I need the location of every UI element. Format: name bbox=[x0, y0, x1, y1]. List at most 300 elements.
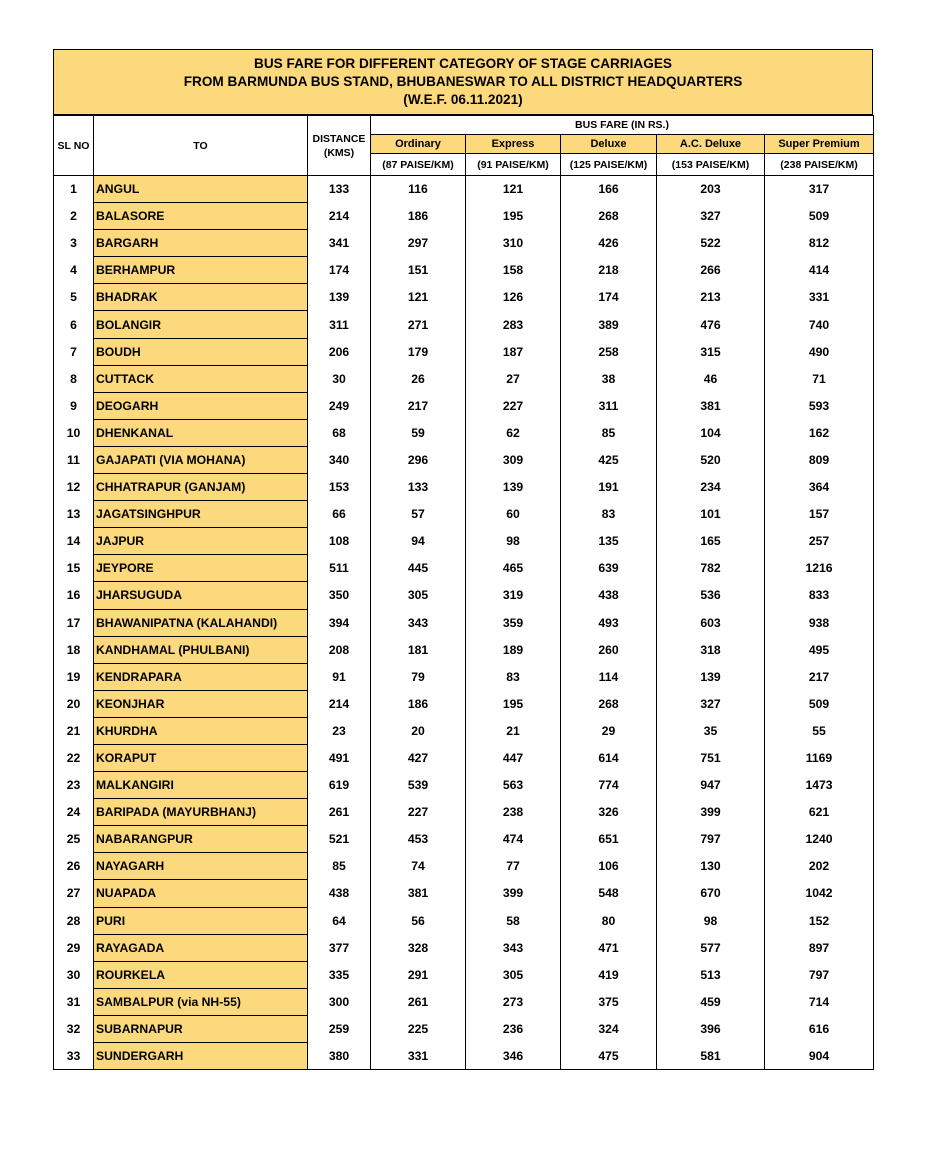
fare-super-premium-cell: 490 bbox=[765, 338, 874, 365]
fare-express-cell: 474 bbox=[466, 826, 561, 853]
fare-ac-deluxe-cell: 520 bbox=[657, 446, 765, 473]
fare-ac-deluxe-cell: 751 bbox=[657, 744, 765, 771]
fare-super-premium-cell: 593 bbox=[765, 392, 874, 419]
fare-deluxe-cell: 135 bbox=[561, 528, 657, 555]
fare-express-cell: 346 bbox=[466, 1043, 561, 1070]
table-row bbox=[54, 663, 874, 690]
table-row bbox=[54, 636, 874, 663]
fare-ac-deluxe-cell: 399 bbox=[657, 799, 765, 826]
fare-ordinary-cell: 74 bbox=[371, 853, 466, 880]
fare-express-cell: 27 bbox=[466, 365, 561, 392]
distance-cell: 341 bbox=[308, 230, 371, 257]
fare-ordinary-cell: 305 bbox=[371, 582, 466, 609]
header-category-super-premium: Super Premium bbox=[765, 135, 874, 154]
fare-super-premium-cell: 812 bbox=[765, 230, 874, 257]
table-row bbox=[54, 988, 874, 1015]
distance-cell: 91 bbox=[308, 663, 371, 690]
table-row bbox=[54, 772, 874, 799]
fare-super-premium-cell: 1473 bbox=[765, 772, 874, 799]
table-row bbox=[54, 419, 874, 446]
fare-express-cell: 139 bbox=[466, 474, 561, 501]
fare-express-cell: 283 bbox=[466, 311, 561, 338]
fare-deluxe-cell: 493 bbox=[561, 609, 657, 636]
sl-no-cell: 28 bbox=[54, 907, 94, 934]
fare-express-cell: 309 bbox=[466, 446, 561, 473]
table-row bbox=[54, 744, 874, 771]
fare-deluxe-cell: 375 bbox=[561, 988, 657, 1015]
fare-express-cell: 343 bbox=[466, 934, 561, 961]
fare-ac-deluxe-cell: 603 bbox=[657, 609, 765, 636]
fare-ac-deluxe-cell: 266 bbox=[657, 257, 765, 284]
fare-ordinary-cell: 217 bbox=[371, 392, 466, 419]
sl-no-cell: 1 bbox=[54, 176, 94, 203]
fare-deluxe-cell: 324 bbox=[561, 1015, 657, 1042]
fare-ac-deluxe-cell: 101 bbox=[657, 501, 765, 528]
fare-ac-deluxe-cell: 104 bbox=[657, 419, 765, 446]
destination-cell: JEYPORE bbox=[94, 555, 308, 582]
header-rate-express: (91 PAISE/KM) bbox=[466, 154, 561, 176]
distance-cell: 68 bbox=[308, 419, 371, 446]
fare-deluxe-cell: 80 bbox=[561, 907, 657, 934]
fare-express-cell: 465 bbox=[466, 555, 561, 582]
destination-cell: JHARSUGUDA bbox=[94, 582, 308, 609]
destination-cell: DEOGARH bbox=[94, 392, 308, 419]
destination-cell: DHENKANAL bbox=[94, 419, 308, 446]
fare-ordinary-cell: 179 bbox=[371, 338, 466, 365]
fare-deluxe-cell: 419 bbox=[561, 961, 657, 988]
fare-ordinary-cell: 94 bbox=[371, 528, 466, 555]
fare-express-cell: 189 bbox=[466, 636, 561, 663]
destination-cell: ANGUL bbox=[94, 176, 308, 203]
destination-cell: SAMBALPUR (via NH-55) bbox=[94, 988, 308, 1015]
destination-cell: JAJPUR bbox=[94, 528, 308, 555]
fare-deluxe-cell: 258 bbox=[561, 338, 657, 365]
destination-cell: NABARANGPUR bbox=[94, 826, 308, 853]
header-rate-ac-deluxe: (153 PAISE/KM) bbox=[657, 154, 765, 176]
fare-deluxe-cell: 548 bbox=[561, 880, 657, 907]
table-header bbox=[54, 116, 874, 176]
fare-express-cell: 319 bbox=[466, 582, 561, 609]
fare-ac-deluxe-cell: 327 bbox=[657, 203, 765, 230]
distance-cell: 23 bbox=[308, 717, 371, 744]
distance-cell: 394 bbox=[308, 609, 371, 636]
fare-express-cell: 187 bbox=[466, 338, 561, 365]
fare-super-premium-cell: 797 bbox=[765, 961, 874, 988]
sl-no-cell: 26 bbox=[54, 853, 94, 880]
fare-express-cell: 238 bbox=[466, 799, 561, 826]
fare-express-cell: 158 bbox=[466, 257, 561, 284]
fare-deluxe-cell: 774 bbox=[561, 772, 657, 799]
table-row bbox=[54, 690, 874, 717]
fare-express-cell: 60 bbox=[466, 501, 561, 528]
distance-cell: 300 bbox=[308, 988, 371, 1015]
sl-no-cell: 25 bbox=[54, 826, 94, 853]
fare-super-premium-cell: 157 bbox=[765, 501, 874, 528]
destination-cell: BHAWANIPATNA (KALAHANDI) bbox=[94, 609, 308, 636]
fare-super-premium-cell: 621 bbox=[765, 799, 874, 826]
distance-cell: 521 bbox=[308, 826, 371, 853]
destination-cell: RAYAGADA bbox=[94, 934, 308, 961]
fare-ac-deluxe-cell: 782 bbox=[657, 555, 765, 582]
distance-cell: 311 bbox=[308, 311, 371, 338]
sl-no-cell: 10 bbox=[54, 419, 94, 446]
fare-super-premium-cell: 152 bbox=[765, 907, 874, 934]
table-row bbox=[54, 961, 874, 988]
table-row bbox=[54, 934, 874, 961]
fare-super-premium-cell: 331 bbox=[765, 284, 874, 311]
title-line-2: FROM BARMUNDA BUS STAND, BHUBANESWAR TO ALL DISTRICT HEADQUARTERS bbox=[183, 74, 743, 89]
distance-cell: 85 bbox=[308, 853, 371, 880]
fare-ordinary-cell: 343 bbox=[371, 609, 466, 636]
fare-ac-deluxe-cell: 476 bbox=[657, 311, 765, 338]
fare-super-premium-cell: 833 bbox=[765, 582, 874, 609]
destination-cell: NAYAGARH bbox=[94, 853, 308, 880]
distance-cell: 30 bbox=[308, 365, 371, 392]
fare-deluxe-cell: 326 bbox=[561, 799, 657, 826]
table-row bbox=[54, 880, 874, 907]
header-category-ac-deluxe: A.C. Deluxe bbox=[657, 135, 765, 154]
sl-no-cell: 21 bbox=[54, 717, 94, 744]
fare-express-cell: 227 bbox=[466, 392, 561, 419]
table-row bbox=[54, 311, 874, 338]
fare-deluxe-cell: 438 bbox=[561, 582, 657, 609]
fare-ac-deluxe-cell: 315 bbox=[657, 338, 765, 365]
table-row bbox=[54, 528, 874, 555]
fare-deluxe-cell: 83 bbox=[561, 501, 657, 528]
fare-super-premium-cell: 509 bbox=[765, 690, 874, 717]
fare-deluxe-cell: 475 bbox=[561, 1043, 657, 1070]
distance-cell: 214 bbox=[308, 203, 371, 230]
fare-super-premium-cell: 740 bbox=[765, 311, 874, 338]
fare-ordinary-cell: 116 bbox=[371, 176, 466, 203]
distance-cell: 108 bbox=[308, 528, 371, 555]
table-row bbox=[54, 446, 874, 473]
table-row bbox=[54, 609, 874, 636]
fare-express-cell: 83 bbox=[466, 663, 561, 690]
fare-ordinary-cell: 296 bbox=[371, 446, 466, 473]
fare-table bbox=[53, 115, 874, 1070]
fare-express-cell: 236 bbox=[466, 1015, 561, 1042]
table-row bbox=[54, 365, 874, 392]
fare-ordinary-cell: 121 bbox=[371, 284, 466, 311]
fare-super-premium-cell: 1042 bbox=[765, 880, 874, 907]
fare-express-cell: 563 bbox=[466, 772, 561, 799]
fare-deluxe-cell: 38 bbox=[561, 365, 657, 392]
fare-super-premium-cell: 1240 bbox=[765, 826, 874, 853]
distance-cell: 133 bbox=[308, 176, 371, 203]
destination-cell: SUNDERGARH bbox=[94, 1043, 308, 1070]
fare-express-cell: 98 bbox=[466, 528, 561, 555]
destination-cell: BHADRAK bbox=[94, 284, 308, 311]
fare-super-premium-cell: 364 bbox=[765, 474, 874, 501]
sl-no-cell: 29 bbox=[54, 934, 94, 961]
title-line-3: (W.E.F. 06.11.2021) bbox=[403, 92, 523, 107]
fare-deluxe-cell: 114 bbox=[561, 663, 657, 690]
fare-deluxe-cell: 191 bbox=[561, 474, 657, 501]
sl-no-cell: 31 bbox=[54, 988, 94, 1015]
fare-deluxe-cell: 426 bbox=[561, 230, 657, 257]
fare-ordinary-cell: 20 bbox=[371, 717, 466, 744]
distance-cell: 139 bbox=[308, 284, 371, 311]
fare-ac-deluxe-cell: 213 bbox=[657, 284, 765, 311]
sl-no-cell: 8 bbox=[54, 365, 94, 392]
fare-ordinary-cell: 328 bbox=[371, 934, 466, 961]
fare-deluxe-cell: 639 bbox=[561, 555, 657, 582]
fare-express-cell: 126 bbox=[466, 284, 561, 311]
distance-cell: 259 bbox=[308, 1015, 371, 1042]
fare-super-premium-cell: 217 bbox=[765, 663, 874, 690]
fare-ac-deluxe-cell: 947 bbox=[657, 772, 765, 799]
header-distance bbox=[308, 116, 371, 176]
distance-cell: 153 bbox=[308, 474, 371, 501]
table-row bbox=[54, 230, 874, 257]
fare-ac-deluxe-cell: 536 bbox=[657, 582, 765, 609]
fare-ordinary-cell: 331 bbox=[371, 1043, 466, 1070]
fare-deluxe-cell: 166 bbox=[561, 176, 657, 203]
header-bus-fare: BUS FARE (IN RS.) bbox=[371, 116, 874, 135]
fare-deluxe-cell: 389 bbox=[561, 311, 657, 338]
destination-cell: BOLANGIR bbox=[94, 311, 308, 338]
fare-super-premium-cell: 509 bbox=[765, 203, 874, 230]
header-category-deluxe: Deluxe bbox=[561, 135, 657, 154]
fare-ordinary-cell: 56 bbox=[371, 907, 466, 934]
destination-cell: KHURDHA bbox=[94, 717, 308, 744]
table-row bbox=[54, 1015, 874, 1042]
fare-ordinary-cell: 59 bbox=[371, 419, 466, 446]
sl-no-cell: 20 bbox=[54, 690, 94, 717]
header-rate-ordinary: (87 PAISE/KM) bbox=[371, 154, 466, 176]
fare-ordinary-cell: 427 bbox=[371, 744, 466, 771]
sl-no-cell: 23 bbox=[54, 772, 94, 799]
sl-no-cell: 7 bbox=[54, 338, 94, 365]
header-distance-line1: DISTANCE bbox=[312, 132, 366, 145]
distance-cell: 511 bbox=[308, 555, 371, 582]
fare-super-premium-cell: 55 bbox=[765, 717, 874, 744]
table-row bbox=[54, 853, 874, 880]
fare-express-cell: 195 bbox=[466, 203, 561, 230]
sl-no-cell: 18 bbox=[54, 636, 94, 663]
sl-no-cell: 12 bbox=[54, 474, 94, 501]
fare-deluxe-cell: 471 bbox=[561, 934, 657, 961]
fare-express-cell: 21 bbox=[466, 717, 561, 744]
fare-ac-deluxe-cell: 318 bbox=[657, 636, 765, 663]
table-row bbox=[54, 1043, 874, 1070]
fare-super-premium-cell: 938 bbox=[765, 609, 874, 636]
destination-cell: BERHAMPUR bbox=[94, 257, 308, 284]
destination-cell: MALKANGIRI bbox=[94, 772, 308, 799]
fare-super-premium-cell: 1169 bbox=[765, 744, 874, 771]
fare-ordinary-cell: 26 bbox=[371, 365, 466, 392]
fare-ordinary-cell: 271 bbox=[371, 311, 466, 338]
sl-no-cell: 33 bbox=[54, 1043, 94, 1070]
fare-express-cell: 77 bbox=[466, 853, 561, 880]
distance-cell: 340 bbox=[308, 446, 371, 473]
destination-cell: KEONJHAR bbox=[94, 690, 308, 717]
sl-no-cell: 27 bbox=[54, 880, 94, 907]
distance-cell: 261 bbox=[308, 799, 371, 826]
sl-no-cell: 30 bbox=[54, 961, 94, 988]
table-row bbox=[54, 176, 874, 203]
fare-super-premium-cell: 897 bbox=[765, 934, 874, 961]
distance-cell: 206 bbox=[308, 338, 371, 365]
sl-no-cell: 11 bbox=[54, 446, 94, 473]
destination-cell: PURI bbox=[94, 907, 308, 934]
distance-cell: 214 bbox=[308, 690, 371, 717]
table-body bbox=[54, 176, 874, 1070]
header-rate-super-premium: (238 PAISE/KM) bbox=[765, 154, 874, 176]
header-sl-no: SL NO bbox=[54, 116, 94, 176]
distance-cell: 377 bbox=[308, 934, 371, 961]
fare-ordinary-cell: 181 bbox=[371, 636, 466, 663]
fare-ac-deluxe-cell: 670 bbox=[657, 880, 765, 907]
destination-cell: JAGATSINGHPUR bbox=[94, 501, 308, 528]
sl-no-cell: 9 bbox=[54, 392, 94, 419]
distance-cell: 66 bbox=[308, 501, 371, 528]
sl-no-cell: 17 bbox=[54, 609, 94, 636]
sl-no-cell: 4 bbox=[54, 257, 94, 284]
table-row bbox=[54, 338, 874, 365]
fare-ac-deluxe-cell: 327 bbox=[657, 690, 765, 717]
fare-super-premium-cell: 257 bbox=[765, 528, 874, 555]
sl-no-cell: 6 bbox=[54, 311, 94, 338]
sl-no-cell: 19 bbox=[54, 663, 94, 690]
fare-deluxe-cell: 218 bbox=[561, 257, 657, 284]
fare-ordinary-cell: 291 bbox=[371, 961, 466, 988]
header-rate-deluxe: (125 PAISE/KM) bbox=[561, 154, 657, 176]
table-row bbox=[54, 203, 874, 230]
fare-deluxe-cell: 260 bbox=[561, 636, 657, 663]
destination-cell: SUBARNAPUR bbox=[94, 1015, 308, 1042]
title-line-1: BUS FARE FOR DIFFERENT CATEGORY OF STAGE CARRIAGES bbox=[254, 56, 672, 71]
table-row bbox=[54, 717, 874, 744]
header-to: TO bbox=[94, 116, 308, 176]
destination-cell: NUAPADA bbox=[94, 880, 308, 907]
sl-no-cell: 32 bbox=[54, 1015, 94, 1042]
fare-ac-deluxe-cell: 203 bbox=[657, 176, 765, 203]
sl-no-cell: 2 bbox=[54, 203, 94, 230]
title-box bbox=[53, 49, 873, 115]
distance-cell: 619 bbox=[308, 772, 371, 799]
header-category-express: Express bbox=[466, 135, 561, 154]
fare-ordinary-cell: 227 bbox=[371, 799, 466, 826]
fare-express-cell: 447 bbox=[466, 744, 561, 771]
fare-deluxe-cell: 268 bbox=[561, 690, 657, 717]
table-row bbox=[54, 392, 874, 419]
fare-deluxe-cell: 425 bbox=[561, 446, 657, 473]
fare-deluxe-cell: 106 bbox=[561, 853, 657, 880]
sl-no-cell: 24 bbox=[54, 799, 94, 826]
fare-ac-deluxe-cell: 522 bbox=[657, 230, 765, 257]
fare-ordinary-cell: 453 bbox=[371, 826, 466, 853]
fare-ac-deluxe-cell: 396 bbox=[657, 1015, 765, 1042]
fare-deluxe-cell: 651 bbox=[561, 826, 657, 853]
destination-cell: KORAPUT bbox=[94, 744, 308, 771]
fare-deluxe-cell: 311 bbox=[561, 392, 657, 419]
fare-ac-deluxe-cell: 130 bbox=[657, 853, 765, 880]
destination-cell: BOUDH bbox=[94, 338, 308, 365]
fare-ordinary-cell: 133 bbox=[371, 474, 466, 501]
fare-ac-deluxe-cell: 513 bbox=[657, 961, 765, 988]
destination-cell: BARIPADA (MAYURBHANJ) bbox=[94, 799, 308, 826]
destination-cell: ROURKELA bbox=[94, 961, 308, 988]
sl-no-cell: 13 bbox=[54, 501, 94, 528]
fare-ordinary-cell: 151 bbox=[371, 257, 466, 284]
fare-express-cell: 58 bbox=[466, 907, 561, 934]
destination-cell: CUTTACK bbox=[94, 365, 308, 392]
fare-ordinary-cell: 186 bbox=[371, 690, 466, 717]
table-row bbox=[54, 284, 874, 311]
distance-cell: 350 bbox=[308, 582, 371, 609]
distance-cell: 64 bbox=[308, 907, 371, 934]
fare-ordinary-cell: 79 bbox=[371, 663, 466, 690]
table-row bbox=[54, 826, 874, 853]
fare-deluxe-cell: 614 bbox=[561, 744, 657, 771]
distance-cell: 438 bbox=[308, 880, 371, 907]
fare-super-premium-cell: 317 bbox=[765, 176, 874, 203]
fare-ac-deluxe-cell: 165 bbox=[657, 528, 765, 555]
fare-express-cell: 62 bbox=[466, 419, 561, 446]
fare-ac-deluxe-cell: 46 bbox=[657, 365, 765, 392]
fare-ac-deluxe-cell: 234 bbox=[657, 474, 765, 501]
fare-deluxe-cell: 174 bbox=[561, 284, 657, 311]
distance-cell: 208 bbox=[308, 636, 371, 663]
fare-super-premium-cell: 162 bbox=[765, 419, 874, 446]
fare-super-premium-cell: 495 bbox=[765, 636, 874, 663]
distance-cell: 491 bbox=[308, 744, 371, 771]
fare-ac-deluxe-cell: 139 bbox=[657, 663, 765, 690]
fare-express-cell: 359 bbox=[466, 609, 561, 636]
fare-super-premium-cell: 904 bbox=[765, 1043, 874, 1070]
fare-express-cell: 310 bbox=[466, 230, 561, 257]
table-row bbox=[54, 501, 874, 528]
fare-ac-deluxe-cell: 381 bbox=[657, 392, 765, 419]
sl-no-cell: 5 bbox=[54, 284, 94, 311]
sl-no-cell: 14 bbox=[54, 528, 94, 555]
fare-super-premium-cell: 1216 bbox=[765, 555, 874, 582]
distance-cell: 335 bbox=[308, 961, 371, 988]
fare-express-cell: 195 bbox=[466, 690, 561, 717]
fare-express-cell: 273 bbox=[466, 988, 561, 1015]
fare-deluxe-cell: 29 bbox=[561, 717, 657, 744]
fare-express-cell: 399 bbox=[466, 880, 561, 907]
fare-super-premium-cell: 71 bbox=[765, 365, 874, 392]
destination-cell: CHHATRAPUR (GANJAM) bbox=[94, 474, 308, 501]
fare-ac-deluxe-cell: 577 bbox=[657, 934, 765, 961]
destination-cell: BARGARH bbox=[94, 230, 308, 257]
fare-ordinary-cell: 225 bbox=[371, 1015, 466, 1042]
fare-ordinary-cell: 261 bbox=[371, 988, 466, 1015]
fare-ac-deluxe-cell: 459 bbox=[657, 988, 765, 1015]
fare-sheet bbox=[53, 49, 873, 1070]
sl-no-cell: 22 bbox=[54, 744, 94, 771]
fare-ordinary-cell: 539 bbox=[371, 772, 466, 799]
fare-ordinary-cell: 297 bbox=[371, 230, 466, 257]
fare-super-premium-cell: 714 bbox=[765, 988, 874, 1015]
fare-ordinary-cell: 57 bbox=[371, 501, 466, 528]
fare-ordinary-cell: 445 bbox=[371, 555, 466, 582]
fare-express-cell: 305 bbox=[466, 961, 561, 988]
fare-super-premium-cell: 202 bbox=[765, 853, 874, 880]
sl-no-cell: 16 bbox=[54, 582, 94, 609]
table-row bbox=[54, 474, 874, 501]
fare-ac-deluxe-cell: 581 bbox=[657, 1043, 765, 1070]
distance-cell: 174 bbox=[308, 257, 371, 284]
fare-super-premium-cell: 414 bbox=[765, 257, 874, 284]
destination-cell: KENDRAPARA bbox=[94, 663, 308, 690]
fare-deluxe-cell: 85 bbox=[561, 419, 657, 446]
distance-cell: 380 bbox=[308, 1043, 371, 1070]
fare-deluxe-cell: 268 bbox=[561, 203, 657, 230]
